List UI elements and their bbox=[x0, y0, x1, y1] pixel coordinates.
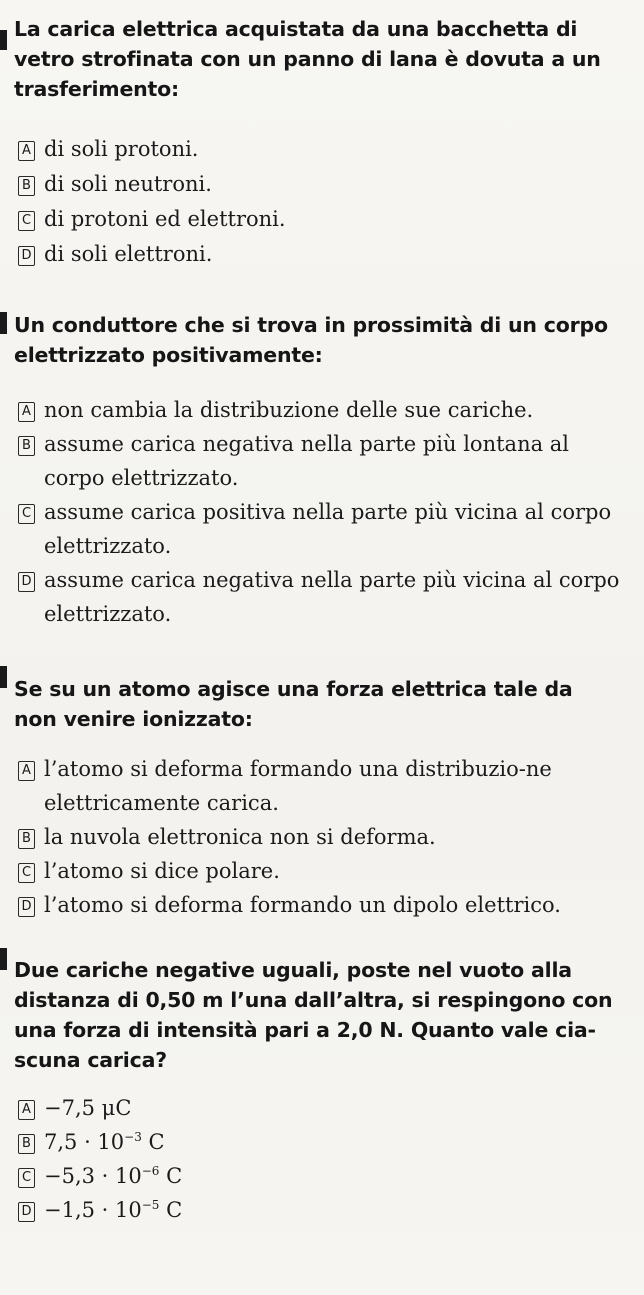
question-stem: La carica elettrica acquistata da una bacchetta di vetro strofinata con un panno di lana è dovuta a un trasferimento: bbox=[14, 17, 601, 101]
question-stem: Un conduttore che si trova in prossimità di un corpo elettrizzato positivamente: bbox=[14, 313, 608, 367]
option-letter-badge: A bbox=[18, 1100, 35, 1120]
option-b[interactable] bbox=[14, 820, 620, 854]
option-c[interactable] bbox=[14, 854, 620, 888]
option-a[interactable] bbox=[14, 1091, 620, 1125]
option-text: −5,3 · 10 bbox=[44, 1164, 142, 1188]
option-letter-badge: C bbox=[18, 211, 35, 231]
option-letter-badge: D bbox=[18, 572, 35, 592]
question-stem: Se su un atomo agisce una forza elettrica tale da non venire ionizzato: bbox=[14, 677, 573, 731]
option-text: l’atomo si dice polare. bbox=[44, 859, 280, 883]
option-text: assume carica negativa nella parte più lontana al corpo elettrizzato. bbox=[44, 432, 570, 490]
option-text: di soli protoni. bbox=[44, 137, 199, 161]
option-c[interactable] bbox=[14, 1159, 620, 1193]
option-letter-badge: A bbox=[18, 761, 35, 781]
option-letter-badge: B bbox=[18, 829, 35, 849]
answer-options bbox=[14, 132, 620, 272]
option-text: di soli neutroni. bbox=[44, 172, 212, 196]
option-unit: C bbox=[159, 1198, 183, 1222]
option-b[interactable] bbox=[14, 167, 620, 202]
option-d[interactable] bbox=[14, 888, 620, 922]
option-c[interactable] bbox=[14, 202, 620, 237]
option-a[interactable] bbox=[14, 752, 620, 820]
option-text: l’atomo si deforma formando un dipolo elettrico. bbox=[44, 893, 561, 917]
option-c[interactable] bbox=[14, 495, 620, 563]
option-letter-badge: B bbox=[18, 436, 35, 456]
option-letter-badge: B bbox=[18, 1134, 35, 1154]
option-text: assume carica positiva nella parte più vicina al corpo elettrizzato. bbox=[44, 500, 612, 558]
option-text: l’atomo si deforma formando una distribuzio-ne elettricamente carica. bbox=[44, 757, 552, 815]
option-letter-badge: D bbox=[18, 1202, 35, 1222]
option-letter-badge: C bbox=[18, 863, 35, 883]
option-b[interactable] bbox=[14, 1125, 620, 1159]
answer-options bbox=[14, 752, 620, 922]
option-text: non cambia la distribuzione delle sue cariche. bbox=[44, 398, 534, 422]
option-letter-badge: D bbox=[18, 897, 35, 917]
option-exponent: −5 bbox=[141, 1198, 160, 1212]
question-marker bbox=[0, 312, 7, 334]
option-text: −1,5 · 10 bbox=[44, 1198, 142, 1222]
option-a[interactable] bbox=[14, 132, 620, 167]
option-text: 7,5 · 10 bbox=[44, 1130, 125, 1154]
question-marker bbox=[0, 948, 7, 970]
option-d[interactable] bbox=[14, 1193, 620, 1227]
answer-options bbox=[14, 393, 620, 631]
option-letter-badge: C bbox=[18, 1168, 35, 1188]
option-letter-badge: A bbox=[18, 402, 35, 422]
option-text: −7,5 μC bbox=[44, 1096, 132, 1120]
question-marker bbox=[0, 30, 7, 50]
option-d[interactable] bbox=[14, 563, 620, 631]
option-unit: C bbox=[159, 1164, 183, 1188]
answer-options bbox=[14, 1091, 620, 1227]
option-letter-badge: A bbox=[18, 141, 35, 161]
option-text: la nuvola elettronica non si deforma. bbox=[44, 825, 436, 849]
option-letter-badge: D bbox=[18, 246, 35, 266]
option-a[interactable] bbox=[14, 393, 620, 427]
option-letter-badge: C bbox=[18, 504, 35, 524]
option-letter-badge: B bbox=[18, 176, 35, 196]
option-b[interactable] bbox=[14, 427, 620, 495]
option-d[interactable] bbox=[14, 237, 620, 272]
option-text: assume carica negativa nella parte più vicina al corpo elettrizzato. bbox=[44, 568, 620, 626]
option-exponent: −3 bbox=[124, 1130, 142, 1144]
question-marker bbox=[0, 666, 7, 688]
option-exponent: −6 bbox=[141, 1164, 160, 1178]
option-text: di protoni ed elettroni. bbox=[44, 207, 286, 231]
option-text: di soli elettroni. bbox=[44, 242, 213, 266]
option-unit: C bbox=[141, 1130, 165, 1154]
question-stem: Due cariche negative uguali, poste nel vuoto alla distanza di 0,50 m l’una dall’altra, si respingono con una forza di intensità pari a 2,0 N. Quanto vale cia-scuna carica? bbox=[14, 958, 613, 1072]
